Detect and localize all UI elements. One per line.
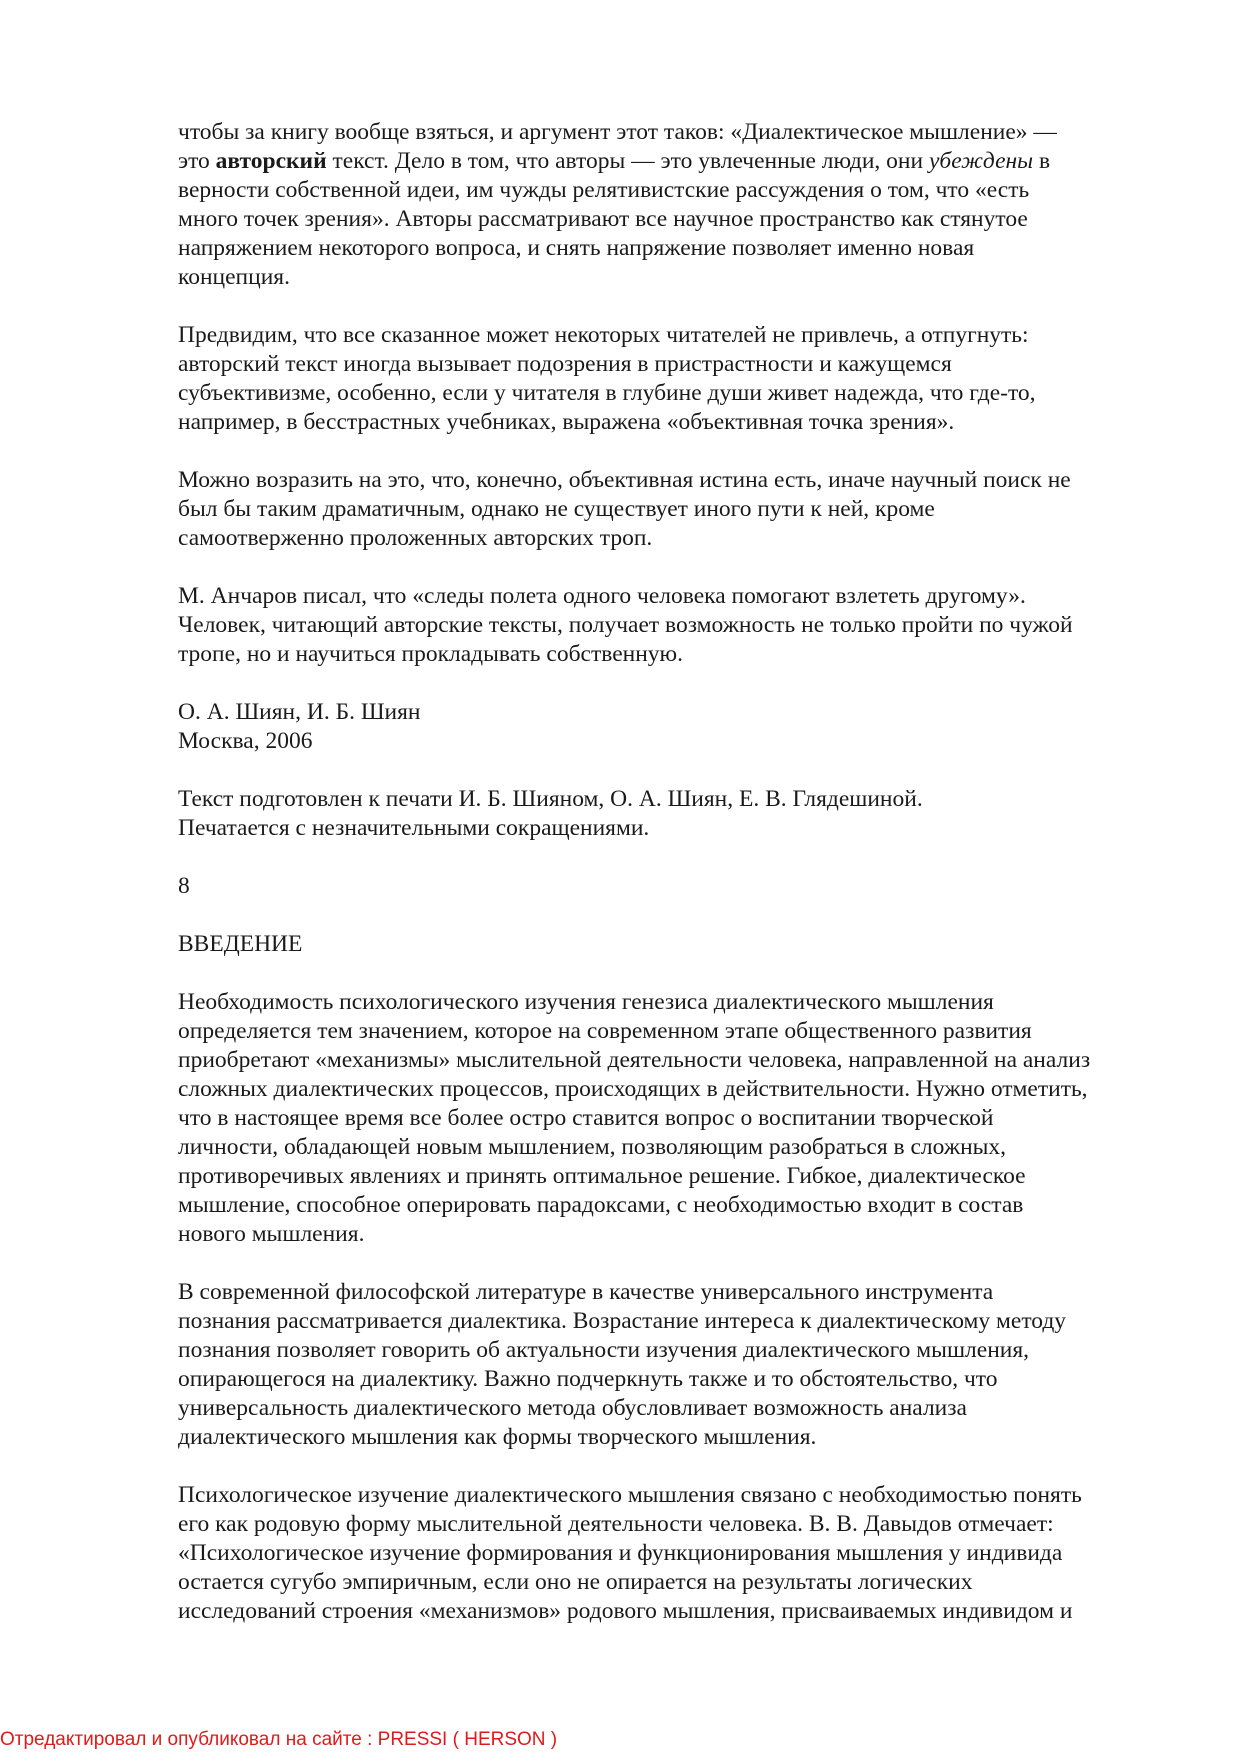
text-run: в bbox=[1033, 148, 1051, 174]
paragraph-intro bbox=[178, 118, 1178, 292]
text-line: В современной философской литературе в качестве универсального инструмента bbox=[178, 1279, 994, 1305]
text-line: самоотверженно проложенных авторских троп. bbox=[178, 525, 653, 551]
text-line: сложных диалектических процессов, происходящих в действительности. Нужно отметить, bbox=[178, 1076, 1088, 1102]
text-line: авторский текст иногда вызывает подозрения в пристрастности и кажущемся bbox=[178, 351, 952, 377]
text-line: диалектического мышления как формы творческого мышления. bbox=[178, 1424, 817, 1450]
text-line: определяется тем значением, которое на современном этапе общественного развития bbox=[178, 1018, 1032, 1044]
paragraph-6 bbox=[178, 1278, 1178, 1452]
text-line: Можно возразить на это, что, конечно, объективная истина есть, иначе научный поиск не bbox=[178, 467, 1071, 493]
text-line: противоречивых явлениях и принять оптимальное решение. Гибкое, диалектическое bbox=[178, 1163, 1026, 1189]
text-line: тропе, но и научиться прокладывать собственную. bbox=[178, 641, 683, 667]
signature-block bbox=[178, 698, 1178, 756]
paragraph-7 bbox=[178, 1481, 1178, 1626]
text-line: Печатается с незначительными сокращениями. bbox=[178, 815, 650, 841]
paragraph-3 bbox=[178, 466, 1178, 553]
paragraph-2 bbox=[178, 321, 1178, 437]
text-line bbox=[178, 147, 1178, 176]
section-heading-block bbox=[178, 930, 1178, 959]
text-line: субъективизме, особенно, если у читателя в глубине души живет надежда, что где-то, bbox=[178, 380, 1036, 406]
publisher-footer: Отредактировал и опубликовал на сайте : PRESSI ( HERSON ) bbox=[0, 1729, 558, 1750]
signature-place-date: Москва, 2006 bbox=[178, 728, 313, 754]
page-body bbox=[178, 118, 1178, 1655]
text-line: нового мышления. bbox=[178, 1221, 365, 1247]
signature-authors: О. А. Шиян, И. Б. Шиян bbox=[178, 699, 421, 725]
bold-emphasis: авторский bbox=[215, 148, 327, 174]
text-line: что в настоящее время все более остро ставится вопрос о воспитании творческой bbox=[178, 1105, 994, 1131]
paragraph-4 bbox=[178, 582, 1178, 669]
text-line: например, в бесстрастных учебниках, выражена «объективная точка зрения». bbox=[178, 409, 955, 435]
paragraph-5 bbox=[178, 988, 1178, 1249]
text-line: чтобы за книгу вообще взяться, и аргумент этот таков: «Диалектическое мышление» — bbox=[178, 119, 1057, 145]
italic-emphasis: убеждены bbox=[928, 148, 1034, 174]
text-line: познания позволяет говорить об актуальности изучения диалектического мышления, bbox=[178, 1337, 1030, 1363]
text-line: много точек зрения». Авторы рассматривают все научное пространство как стянутое bbox=[178, 206, 1028, 232]
text-line: его как родовую форму мыслительной деятельности человека. В. В. Давыдов отмечает: bbox=[178, 1511, 1054, 1537]
text-line: мышление, способное оперировать парадоксами, с необходимостью входит в состав bbox=[178, 1192, 1024, 1218]
section-heading: ВВЕДЕНИЕ bbox=[178, 931, 303, 957]
text-line: опирающегося на диалектику. Важно подчеркнуть также и то обстоятельство, что bbox=[178, 1366, 998, 1392]
text-line: Психологическое изучение диалектического мышления связано с необходимостью понять bbox=[178, 1482, 1082, 1508]
text-line: Текст подготовлен к печати И. Б. Шияном, О. А. Шиян, Е. В. Глядешиной. bbox=[178, 786, 923, 812]
text-line: познания рассматривается диалектика. Возрастание интереса к диалектическому методу bbox=[178, 1308, 1067, 1334]
text-line: напряжением некоторого вопроса, и снять напряжение позволяет именно новая bbox=[178, 235, 975, 261]
text-line: верности собственной идеи, им чужды релятивистские рассуждения о том, что «есть bbox=[178, 177, 1030, 203]
editorial-note bbox=[178, 785, 1178, 843]
text-line: универсальность диалектического метода обусловливает возможность анализа bbox=[178, 1395, 967, 1421]
page-number-block bbox=[178, 872, 1178, 901]
text-line: концепция. bbox=[178, 264, 290, 290]
text-run: текст. Дело в том, что авторы — это увлеченные люди, они bbox=[326, 148, 929, 174]
text-line: М. Анчаров писал, что «следы полета одного человека помогают взлететь другому». bbox=[178, 583, 1026, 609]
text-line: исследований строения «механизмов» родового мышления, присваиваемых индивидом и bbox=[178, 1598, 1073, 1624]
text-run: это bbox=[178, 148, 216, 174]
text-line: приобретают «механизмы» мыслительной деятельности человека, направленной на анализ bbox=[178, 1047, 1091, 1073]
text-line: личности, обладающей новым мышлением, позволяющим разобраться в сложных, bbox=[178, 1134, 1007, 1160]
text-line: Человек, читающий авторские тексты, получает возможность не только пройти по чужой bbox=[178, 612, 1073, 638]
page-number: 8 bbox=[178, 873, 190, 899]
text-line: остается сугубо эмпиричным, если оно не опирается на результаты логических bbox=[178, 1569, 973, 1595]
text-line: «Психологическое изучение формирования и функционирования мышления у индивида bbox=[178, 1540, 1063, 1566]
text-line: Необходимость психологического изучения генезиса диалектического мышления bbox=[178, 989, 994, 1015]
text-line: был бы таким драматичным, однако не существует иного пути к ней, кроме bbox=[178, 496, 935, 522]
text-line: Предвидим, что все сказанное может некоторых читателей не привлечь, а отпугнуть: bbox=[178, 322, 1029, 348]
